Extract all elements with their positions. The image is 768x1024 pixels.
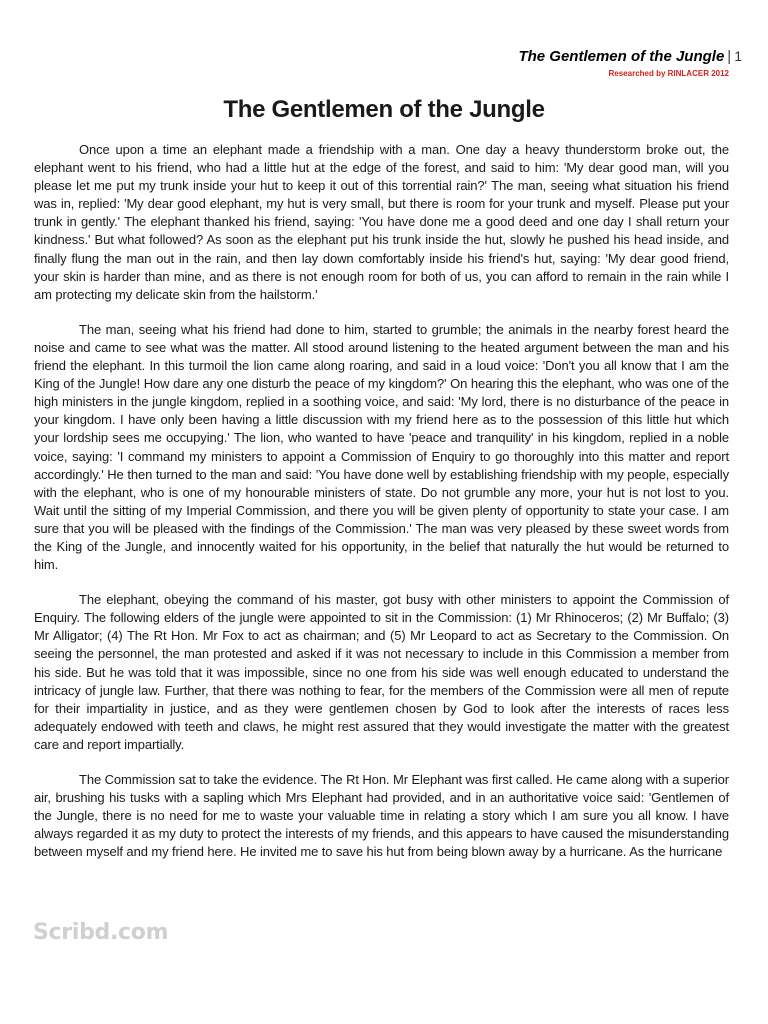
header-title: The Gentlemen of the Jungle bbox=[518, 48, 725, 65]
page-number: 1 bbox=[734, 48, 742, 64]
header-separator: | bbox=[727, 48, 732, 65]
scribd-watermark: Scribd.com bbox=[33, 920, 169, 945]
paragraph-2: The man, seeing what his friend had done to him, started to grumble; the animals in the nearby forest heard the noise and came to see what was the matter. All stood around listening to the heated argument between the man and his friend the elephant. In this turmoil the lion came along roaring, and said in a loud voice: 'Don't you all know that I am the King of the Jungle! How dare any one disturb the peace of my kingdom?' On hearing this the elephant, who was one of the high ministers in the jungle kingdom, replied in a soothing voice, and said: 'My lord, there is no disturbance of the peace in your kingdom. I have only been having a little discussion with my friend here as to the possession of this little hut which your lordship sees me occupying.' The lion, who wanted to have 'peace and tranquility' in his kingdom, replied in a noble voice, saying: 'I command my ministers to appoint a Commission of Enquiry to go thoroughly into this matter and report accordingly.' He then turned to the man and said: 'You have done well by establishing friendship with my people, especially with the elephant, who is one of my honourable ministers of state. Do not grumble any more, your hut is not lost to you. Wait until the sitting of my Imperial Commission, and there you will be given plenty of opportunity to state your case. I am sure that you will be pleased with the findings of the Commission.' The man was very pleased by these sweet words from the King of the Jungle, and innocently waited for his opportunity, in the belief that naturally the hut would be returned to him. bbox=[34, 321, 729, 573]
paragraph-1: Once upon a time an elephant made a friendship with a man. One day a heavy thunderstorm broke out, the elephant went to his friend, who had a little hut at the edge of the forest, and said to him: 'My dear good man, will you please let me put my trunk inside your hut to keep it out of this torrential rain?' The man, seeing what situation his friend was in, replied: 'My dear good elephant, my hut is very small, but there is room for your trunk and myself. Please put your trunk in gently.' The elephant thanked his friend, saying: 'You have done me a good deed and one day I shall return your kindness.' But what followed? As soon as the elephant put his trunk inside the hut, slowly he pushed his head inside, and finally flung the man out in the rain, and then lay down comfortably inside his friend's hut, saying: 'My dear good friend, your skin is harder than mine, and as there is not enough room for both of us, you can afford to remain in the rain while I am protecting my delicate skin from the hailstorm.' bbox=[34, 142, 729, 302]
header-credit: Researched by RINLACER 2012 bbox=[608, 69, 729, 78]
paragraph-4: The Commission sat to take the evidence. The Rt Hon. Mr Elephant was first called. He came along with a superior air, brushing his tusks with a sapling which Mrs Elephant had provided, and in an authoritative voice said: 'Gentlemen of the Jungle, there is no need for me to waste your valuable time in relating a story which I am sure you all know. I have always regarded it as my duty to protect the interests of my friends, and this appears to have caused the misunderstanding between myself and my friend here. He invited me to save his hut from being blown away by a hurricane. As the hurricane bbox=[34, 772, 729, 860]
running-header bbox=[518, 46, 742, 80]
paragraph-3: The elephant, obeying the command of his master, got busy with other ministers to appoint the Commission of Enquiry. The following elders of the jungle were appointed to sit in the Commission: (1) Mr Rhinoceros; (2) Mr Buffalo; (3) Mr Alligator; (4) The Rt Hon. Mr Fox to act as chairman; and (5) Mr Leopard to act as Secretary to the Commission. On seeing the personnel, the man protested and asked if it was not necessary to include in this Commission a member from his side. But he was told that it was impossible, since no one from his side was well enough educated to understand the intricacy of jungle law. Further, that there was nothing to fear, for the members of the Commission were all men of repute for their impartiality in justice, and as they were gentlemen chosen by God to look after the interests of races less adequately endowed with teeth and claws, he might rest assured that they would investigate the matter with the greatest care and report impartially. bbox=[34, 592, 729, 752]
document-title: The Gentlemen of the Jungle bbox=[223, 96, 545, 123]
header-line bbox=[518, 46, 742, 67]
document-body bbox=[34, 141, 729, 878]
